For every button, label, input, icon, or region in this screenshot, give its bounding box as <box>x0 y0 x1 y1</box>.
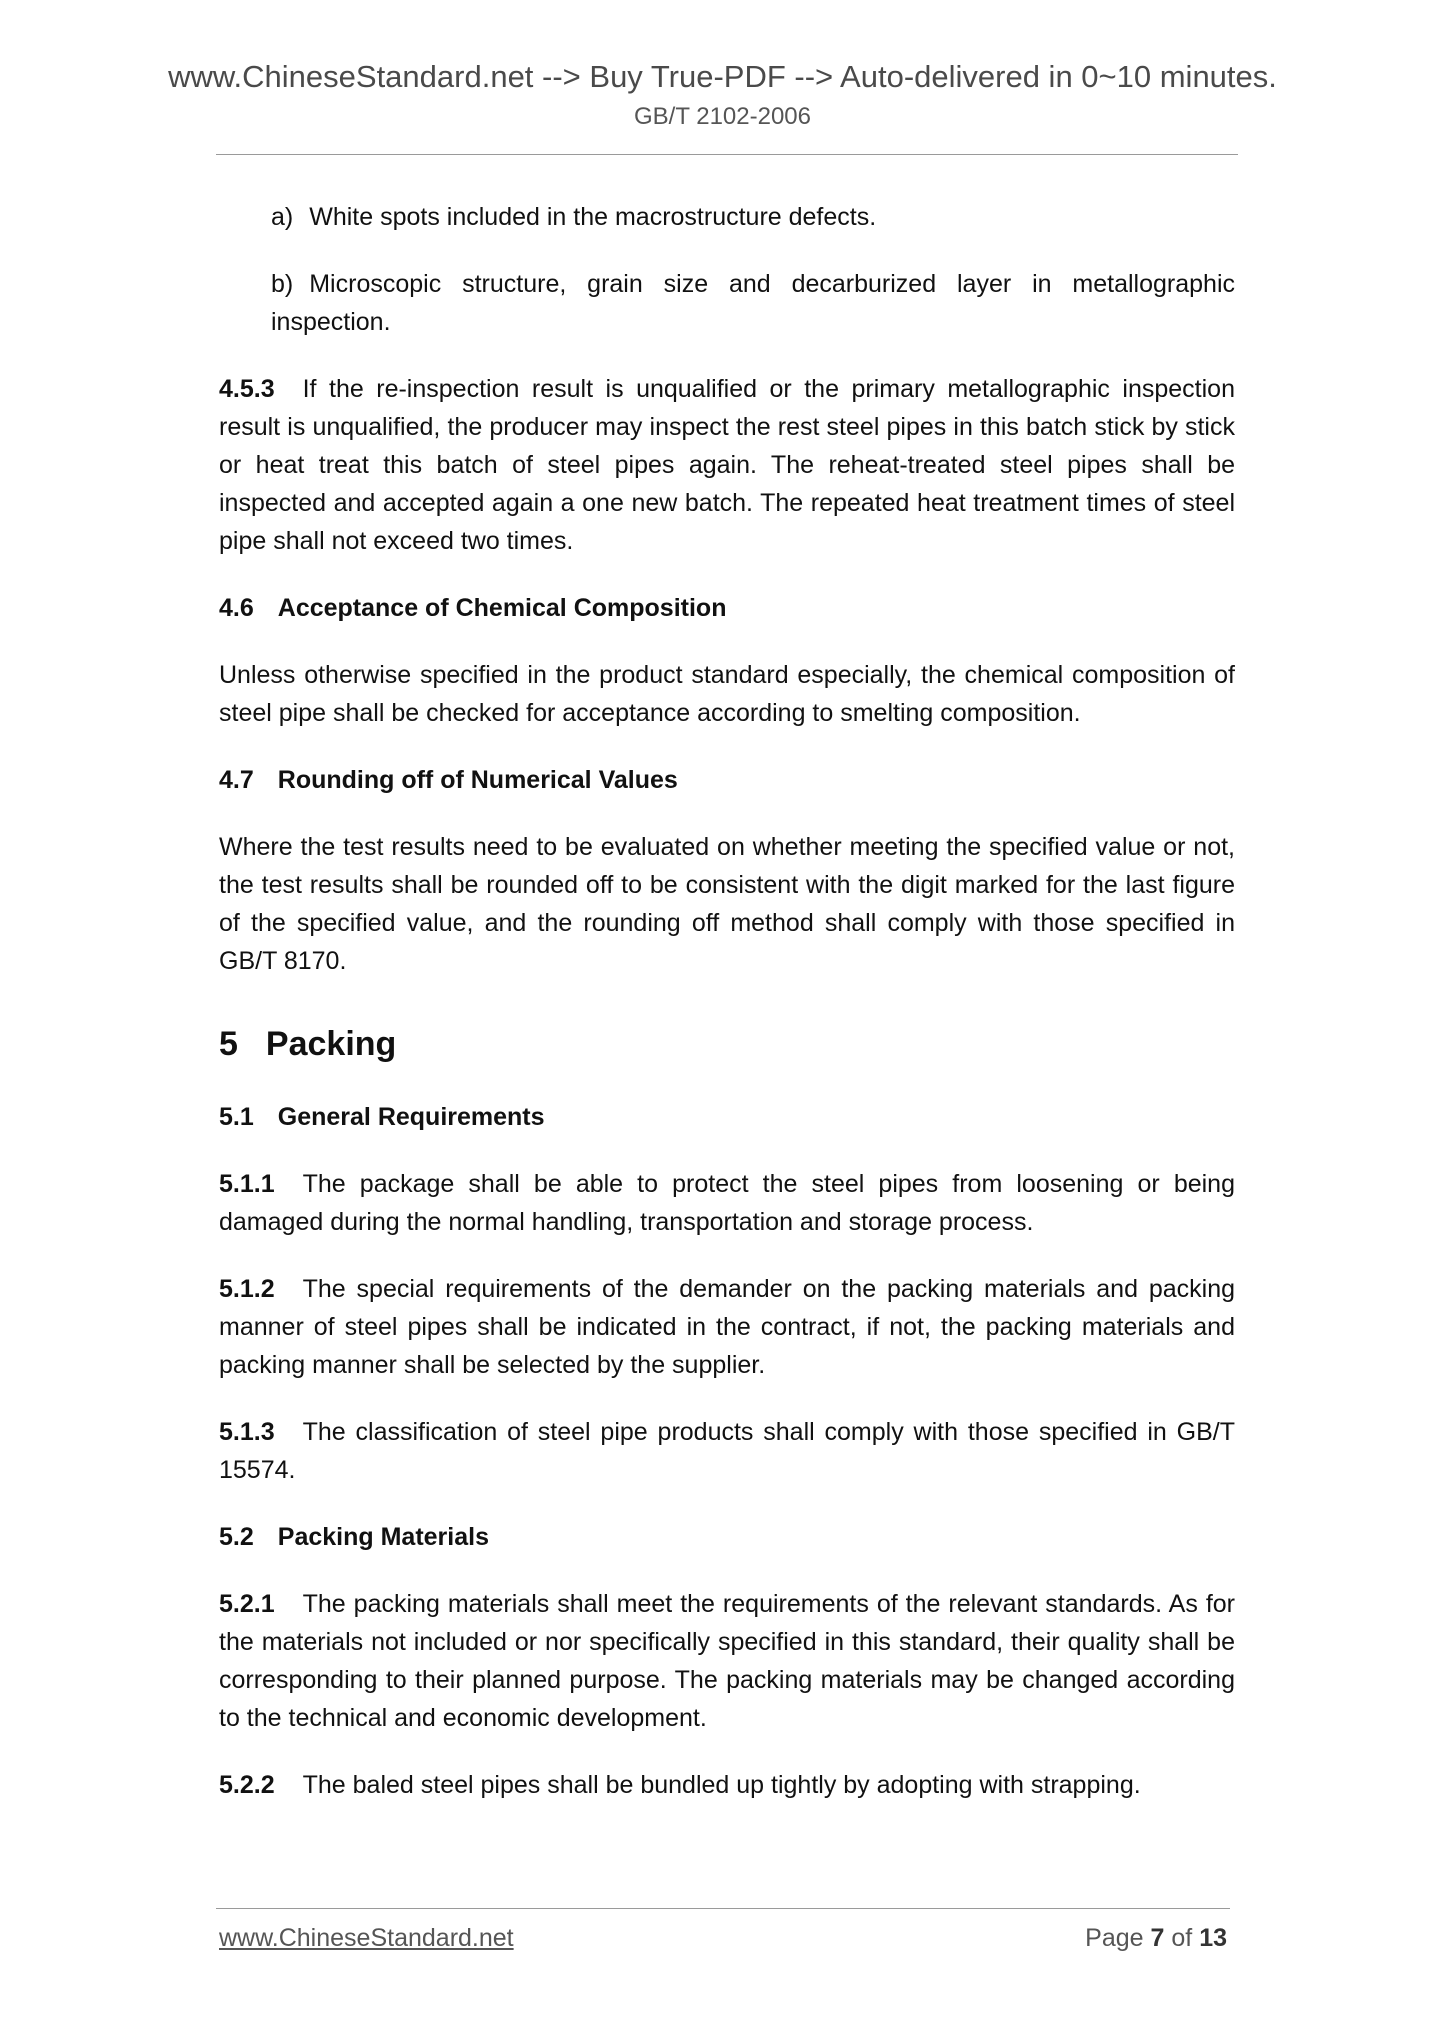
list-item-text: Microscopic structure, grain size and decarburized layer in metallographic inspection. <box>271 270 1235 336</box>
clause-text: The packing materials shall meet the requirements of the relevant standards. As for the materials not included or nor specifically specified in this standard, their quality shall be corresponding to their planned purpose. The packing materials may be changed according to the technical and economic development. <box>219 1590 1235 1732</box>
page-header <box>0 58 1445 132</box>
chapter-number: 5 <box>219 1025 238 1063</box>
heading-5 <box>219 1022 1235 1066</box>
list-item-b <box>219 265 1235 341</box>
section-title: Packing Materials <box>277 1523 489 1551</box>
heading-5-2 <box>219 1518 1235 1556</box>
section-title: General Requirements <box>277 1103 545 1131</box>
paragraph-4-7: Where the test results need to be evaluated on whether meeting the specified value or not, the test results shall be rounded off to be consistent with the digit marked for the last figure of the specified value, and the rounding off method shall comply with those specified in GB/T 8170. <box>219 833 1235 975</box>
clause-5-2-1 <box>219 1585 1235 1737</box>
footer-website-link[interactable]: www.ChineseStandard.net <box>219 1924 514 1952</box>
clause-5-1-1 <box>219 1165 1235 1241</box>
footer-divider <box>216 1908 1230 1909</box>
clause-text: The package shall be able to protect the steel pipes from loosening or being damaged during the normal handling, transportation and storage process. <box>219 1170 1235 1236</box>
page-current: 7 <box>1150 1924 1165 1952</box>
list-item-a <box>219 198 1235 236</box>
clause-number: 5.2.2 <box>219 1771 275 1799</box>
heading-4-7 <box>219 761 1235 799</box>
section-number: 4.7 <box>219 766 254 794</box>
clause-number: 5.2.1 <box>219 1590 275 1618</box>
paragraph-4-6: Unless otherwise specified in the product standard especially, the chemical composition of steel pipe shall be checked for acceptance according to smelting composition. <box>219 661 1235 727</box>
document-body <box>219 198 1235 1804</box>
clause-text: If the re-inspection result is unqualified or the primary metallographic inspection result is unqualified, the producer may inspect the rest steel pipes in this batch stick by stick or heat treat this batch of steel pipes again. The reheat-treated steel pipes shall be inspected and accepted again a one new batch. The repeated heat treatment times of steel pipe shall not exceed two times. <box>219 375 1235 555</box>
heading-5-1 <box>219 1098 1235 1136</box>
clause-5-2-2 <box>219 1766 1235 1804</box>
clause-number: 5.1.3 <box>219 1418 275 1446</box>
list-marker: b) <box>271 270 294 298</box>
page-total: 13 <box>1199 1924 1227 1952</box>
page-number <box>1085 1924 1227 1953</box>
section-title: Acceptance of Chemical Composition <box>277 594 727 622</box>
clause-5-1-3 <box>219 1413 1235 1489</box>
clause-number: 5.1.1 <box>219 1170 275 1198</box>
clause-5-1-2 <box>219 1270 1235 1384</box>
clause-text: The classification of steel pipe products shall comply with those specified in GB/T 15574. <box>219 1418 1235 1484</box>
chapter-title: Packing <box>265 1025 397 1063</box>
clause-text: The baled steel pipes shall be bundled up tightly by adopting with strapping. <box>302 1771 1141 1799</box>
section-number: 4.6 <box>219 594 254 622</box>
page-of-label: of <box>1171 1924 1193 1952</box>
section-number: 5.2 <box>219 1523 254 1551</box>
header-doc-id: GB/T 2102-2006 <box>633 103 811 130</box>
clause-number: 4.5.3 <box>219 375 275 403</box>
section-title: Rounding off of Numerical Values <box>277 766 678 794</box>
clause-number: 5.1.2 <box>219 1275 275 1303</box>
header-promo-text: www.ChineseStandard.net --> Buy True-PDF --> Auto-delivered in 0~10 minutes. <box>168 59 1277 94</box>
list-marker: a) <box>271 203 294 231</box>
section-number: 5.1 <box>219 1103 254 1131</box>
clause-text: The special requirements of the demander on the packing materials and packing manner of steel pipes shall be indicated in the contract, if not, the packing materials and packing manner shall be selected by the supplier. <box>219 1275 1235 1379</box>
heading-4-6 <box>219 589 1235 627</box>
list-item-text: White spots included in the macrostructure defects. <box>309 203 877 231</box>
page-label: Page <box>1085 1924 1144 1952</box>
header-divider <box>216 154 1238 155</box>
clause-4-5-3 <box>219 370 1235 560</box>
